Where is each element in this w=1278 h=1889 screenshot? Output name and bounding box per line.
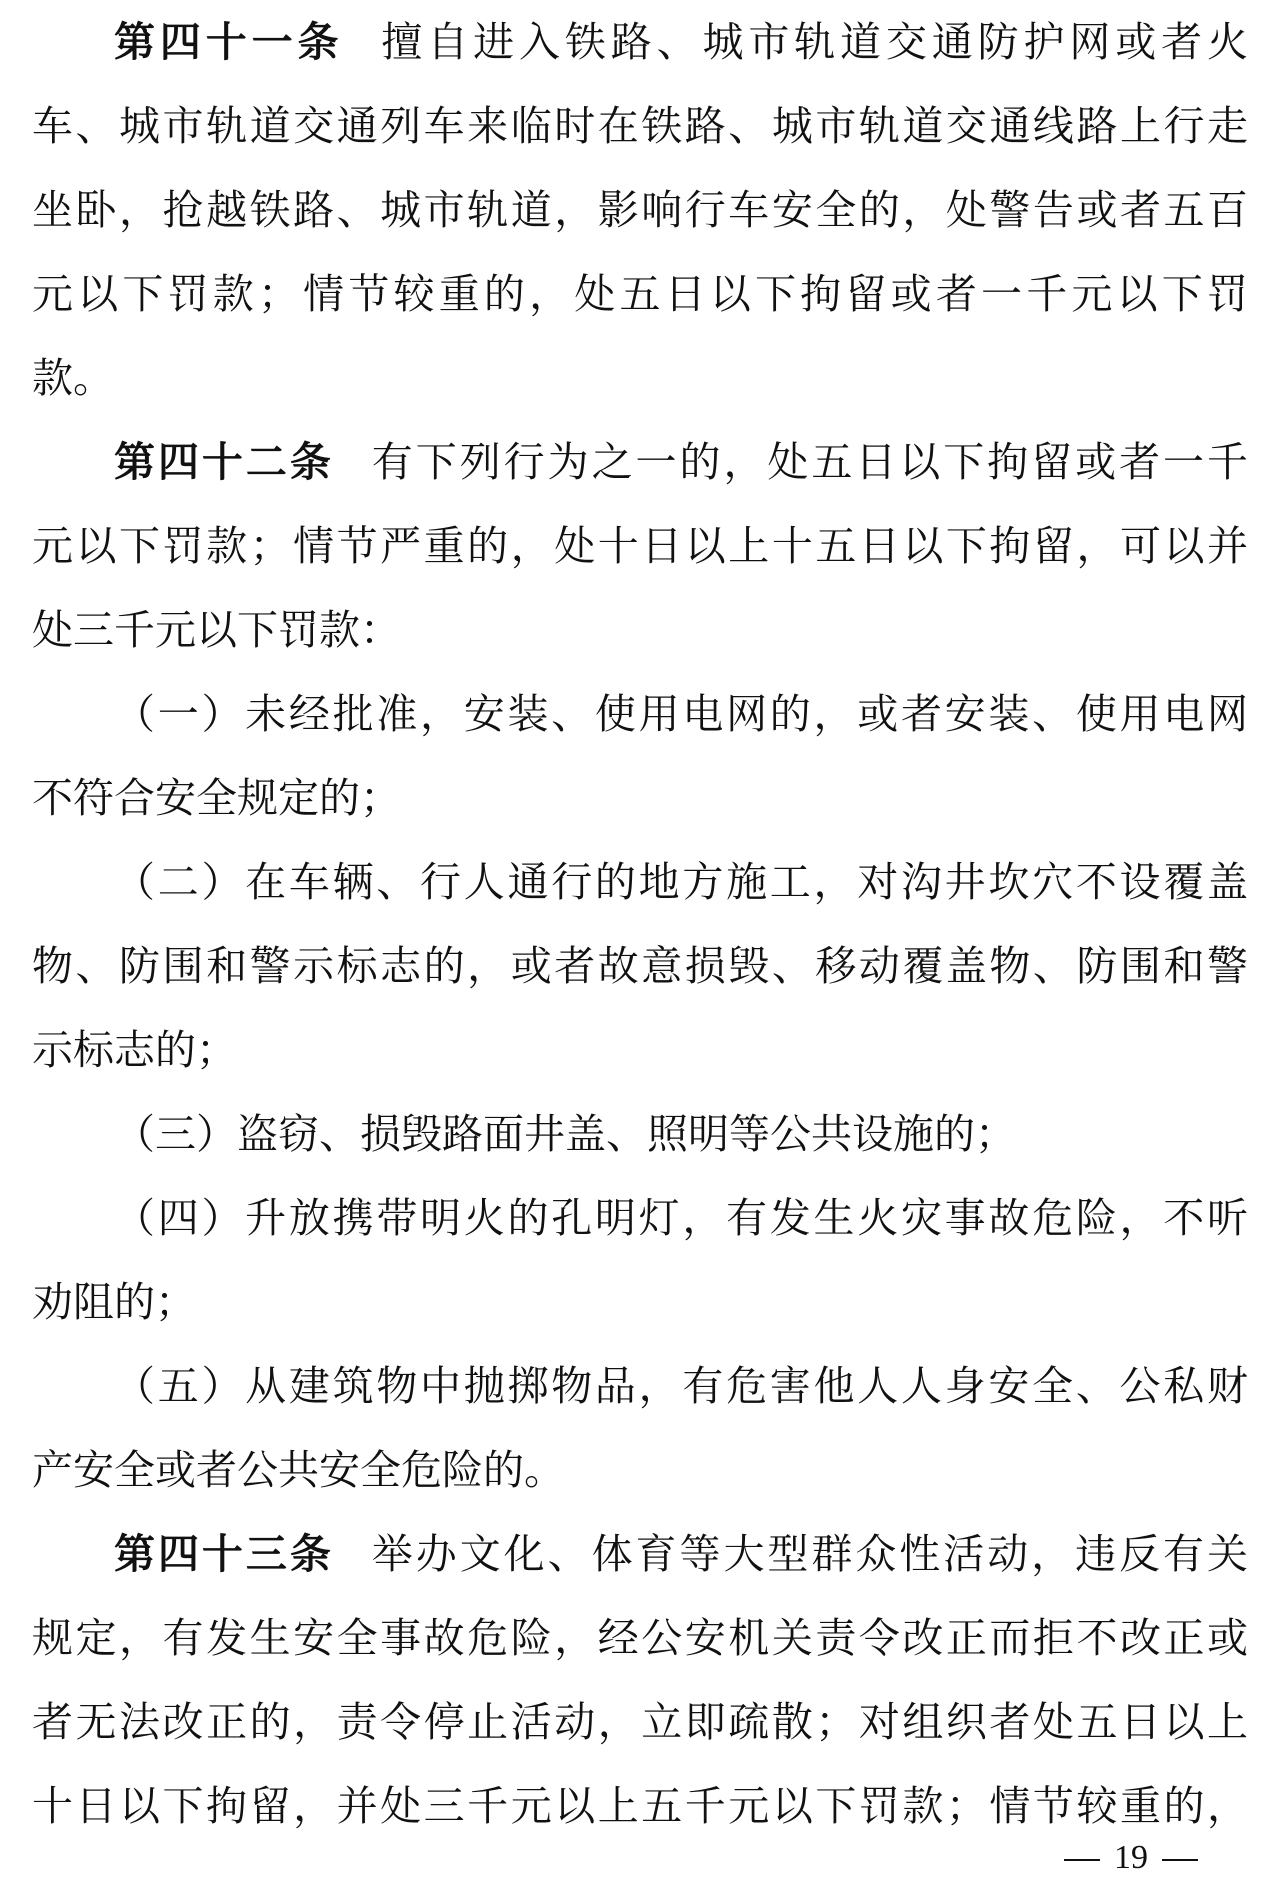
dash-right <box>1162 1859 1198 1861</box>
article-42-line-3: 处三千元以下罚款： <box>32 606 401 654</box>
article-41-line-3: 坐卧，抢越铁路、城市轨道，影响行车安全的，处警告或者五百 <box>32 186 1248 234</box>
text-line: 擅自进入铁路、城市轨道交通防护网或者火 <box>381 18 1248 66</box>
item-5-line-1: （五）从建筑物中抛掷物品，有危害他人人身安全、公私财 <box>114 1362 1248 1410</box>
article-42-heading: 第四十二条 <box>114 438 334 486</box>
article-41-line-2: 车、城市轨道交通列车来临时在铁路、城市轨道交通线路上行走 <box>32 102 1248 150</box>
document-body <box>32 0 1248 1848</box>
item-4-line-1: （四）升放携带明火的孔明灯，有发生火灾事故危险，不听 <box>114 1194 1248 1242</box>
article-42-line-2: 元以下罚款；情节严重的，处十日以上十五日以下拘留，可以并 <box>32 522 1248 570</box>
item-1-line-2: 不符合安全规定的； <box>32 774 401 822</box>
dash-left <box>1064 1859 1100 1861</box>
page-number-value: 19 <box>1114 1839 1148 1876</box>
text-line: 举办文化、体育等大型群众性活动，违反有关 <box>371 1530 1248 1578</box>
item-4-line-2: 劝阻的； <box>32 1278 196 1326</box>
article-43-line-3: 者无法改正的，责令停止活动，立即疏散；对组织者处五日以上 <box>32 1698 1248 1746</box>
article-43-line-2: 规定，有发生安全事故危险，经公安机关责令改正而拒不改正或 <box>32 1614 1248 1662</box>
article-42-line-1 <box>32 420 1248 504</box>
article-41-line-4: 元以下罚款；情节较重的，处五日以下拘留或者一千元以下罚 <box>32 270 1248 318</box>
article-41-heading: 第四十一条 <box>114 18 344 66</box>
article-43-line-4: 十日以下拘留，并处三千元以上五千元以下罚款；情节较重的， <box>32 1782 1248 1830</box>
item-2-line-3: 示标志的； <box>32 1026 237 1074</box>
item-2-line-2: 物、防围和警示标志的，或者故意损毁、移动覆盖物、防围和警 <box>32 942 1248 990</box>
article-41-line-5: 款。 <box>32 354 114 402</box>
item-3-line-1: （三）盗窃、损毁路面井盖、照明等公共设施的； <box>114 1110 1016 1158</box>
item-1-line-1: （一）未经批准，安装、使用电网的，或者安装、使用电网 <box>114 690 1248 738</box>
article-43-heading: 第四十三条 <box>114 1530 334 1578</box>
article-43-line-1 <box>32 1512 1248 1596</box>
item-2-line-1: （二）在车辆、行人通行的地方施工，对沟井坎穴不设覆盖 <box>114 858 1248 906</box>
text-line: 有下列行为之一的，处五日以下拘留或者一千 <box>371 438 1248 486</box>
page-number <box>1050 1838 1212 1878</box>
item-5-line-2: 产安全或者公共安全危险的。 <box>32 1446 565 1494</box>
article-41-line-1 <box>32 0 1248 84</box>
